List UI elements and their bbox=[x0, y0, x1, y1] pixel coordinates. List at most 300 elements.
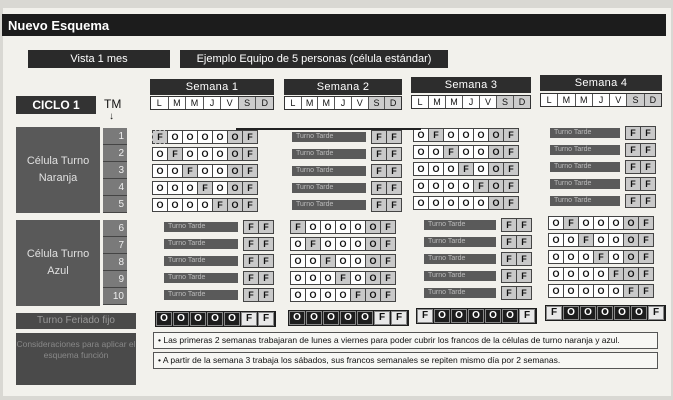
shift-cell: F bbox=[473, 179, 489, 193]
shift-cell: O bbox=[473, 196, 489, 210]
shift-cell: F bbox=[243, 288, 259, 302]
day-m: M bbox=[186, 97, 204, 109]
shift-cell: O bbox=[548, 267, 564, 281]
shift-cell: O bbox=[563, 250, 579, 264]
weekend-off-cells bbox=[243, 288, 273, 302]
shift-cell: O bbox=[563, 284, 579, 298]
view-label: Vista 1 mes bbox=[28, 50, 170, 68]
shift-cell: O bbox=[305, 271, 321, 285]
azul-numbers bbox=[103, 220, 127, 305]
shift-cell: O bbox=[212, 147, 228, 161]
weekend-off-cells bbox=[371, 130, 401, 144]
shift-cell: O bbox=[152, 198, 168, 212]
azul-w2-row bbox=[290, 254, 395, 268]
shift-cell: F bbox=[197, 181, 213, 195]
feriado-cell: O bbox=[451, 309, 467, 323]
row-number: 8 bbox=[103, 254, 127, 271]
turno-tarde-bar: Turno Tarde bbox=[292, 183, 366, 193]
week-connector-line bbox=[236, 128, 421, 130]
weekend-off-cells bbox=[243, 237, 273, 251]
week-3-header: Semana 3 bbox=[411, 77, 531, 93]
shift-cell: O bbox=[197, 130, 213, 144]
shift-cell: O bbox=[608, 250, 624, 264]
weekend-off-cells bbox=[625, 160, 655, 174]
azul-w4-row bbox=[548, 267, 653, 281]
week-1-header: Semana 1 bbox=[150, 79, 274, 95]
note-1: • Las primeras 2 semanas trabajaran de lunes a viernes para poder cubrir los francos de la células de turno naranja y azul. bbox=[153, 332, 658, 349]
row-number: 2 bbox=[103, 145, 127, 162]
shift-cell: O bbox=[548, 216, 564, 230]
shift-cell: O bbox=[608, 233, 624, 247]
day-m: M bbox=[446, 96, 463, 108]
weekend-off-cells bbox=[625, 177, 655, 191]
turno-tarde-bar: Turno Tarde bbox=[164, 273, 238, 283]
naranja-w1-row bbox=[152, 198, 257, 212]
shift-cell: O bbox=[365, 271, 381, 285]
shift-cell: F bbox=[258, 254, 274, 268]
shift-cell: O bbox=[443, 179, 459, 193]
shift-cell: F bbox=[243, 220, 259, 234]
shift-cell: O bbox=[488, 145, 504, 159]
shift-cell: O bbox=[458, 179, 474, 193]
shift-cell: O bbox=[320, 271, 336, 285]
shift-cell: F bbox=[640, 126, 656, 140]
shift-cell: O bbox=[623, 267, 639, 281]
shift-cell: O bbox=[608, 284, 624, 298]
weekend-off-cells bbox=[625, 194, 655, 208]
weekend-off-cells bbox=[501, 218, 531, 232]
day-j: J bbox=[463, 96, 480, 108]
shift-cell: F bbox=[640, 143, 656, 157]
azul-w4-row bbox=[548, 284, 653, 298]
shift-cell: F bbox=[638, 233, 654, 247]
day-m: M bbox=[558, 94, 575, 106]
shift-cell: F bbox=[152, 130, 168, 144]
shift-cell: O bbox=[305, 288, 321, 302]
shift-cell: F bbox=[371, 164, 387, 178]
turno-tarde-bar: Turno Tarde bbox=[550, 145, 620, 155]
shift-cell: F bbox=[371, 181, 387, 195]
turno-tarde-bar: Turno Tarde bbox=[164, 222, 238, 232]
shift-cell: O bbox=[623, 250, 639, 264]
note-2: • A partir de la semana 3 trabaja los sábados, sus francos semanales se repiten mismo día por 2 semanas. bbox=[153, 352, 658, 369]
row-number: 10 bbox=[103, 288, 127, 305]
shift-cell: O bbox=[413, 196, 429, 210]
shift-cell: O bbox=[365, 254, 381, 268]
turno-tarde-bar: Turno Tarde bbox=[292, 149, 366, 159]
shift-cell: O bbox=[593, 216, 609, 230]
weekend-off-cells bbox=[501, 235, 531, 249]
shift-cell: F bbox=[386, 181, 402, 195]
shift-cell: O bbox=[428, 196, 444, 210]
shift-cell: F bbox=[243, 237, 259, 251]
turno-tarde-bar: Turno Tarde bbox=[424, 288, 496, 298]
shift-cell: O bbox=[182, 181, 198, 195]
shift-cell: F bbox=[608, 267, 624, 281]
weekend-off-cells bbox=[501, 286, 531, 300]
row-number: 9 bbox=[103, 271, 127, 288]
shift-cell: O bbox=[488, 128, 504, 142]
feriado-cell: O bbox=[357, 311, 373, 325]
shift-cell: F bbox=[640, 177, 656, 191]
turno-tarde-bar: Turno Tarde bbox=[550, 128, 620, 138]
shift-cell: F bbox=[242, 181, 258, 195]
naranja-w1-row bbox=[152, 181, 257, 195]
naranja-w1-row bbox=[152, 164, 257, 178]
shift-cell: O bbox=[335, 254, 351, 268]
shift-cell: O bbox=[197, 198, 213, 212]
naranja-numbers bbox=[103, 128, 127, 213]
azul-w2-row bbox=[290, 220, 395, 234]
shift-cell: F bbox=[625, 177, 641, 191]
shift-cell: O bbox=[197, 147, 213, 161]
feriado-cell: O bbox=[485, 309, 501, 323]
shift-cell: O bbox=[152, 147, 168, 161]
row-number: 3 bbox=[103, 162, 127, 179]
shift-cell: O bbox=[290, 254, 306, 268]
row-number: 7 bbox=[103, 237, 127, 254]
shift-cell: F bbox=[638, 250, 654, 264]
shift-cell: F bbox=[242, 198, 258, 212]
turno-tarde-bar: Turno Tarde bbox=[292, 132, 366, 142]
tm-label: TM bbox=[104, 97, 122, 111]
feriado-cell: O bbox=[207, 312, 223, 326]
feriado-row bbox=[155, 311, 276, 327]
feriado-cell: F bbox=[417, 309, 433, 323]
weekend-off-cells bbox=[371, 164, 401, 178]
feriado-cell: F bbox=[519, 309, 535, 323]
shift-cell: F bbox=[243, 254, 259, 268]
shift-cell: O bbox=[593, 267, 609, 281]
day-s: S bbox=[369, 97, 386, 109]
naranja-w1-row bbox=[152, 130, 257, 144]
shift-cell: O bbox=[578, 284, 594, 298]
shift-cell: O bbox=[458, 145, 474, 159]
shift-cell: F bbox=[242, 130, 258, 144]
naranja-w3-row bbox=[413, 128, 518, 142]
weekend-off-cells bbox=[371, 147, 401, 161]
shift-cell: O bbox=[290, 237, 306, 251]
shift-cell: O bbox=[578, 250, 594, 264]
shift-cell: F bbox=[212, 198, 228, 212]
turno-tarde-bar: Turno Tarde bbox=[424, 220, 496, 230]
considerations-label: Consideraciones para aplicar el esquema función bbox=[16, 333, 136, 385]
shift-cell: O bbox=[473, 162, 489, 176]
shift-cell: O bbox=[152, 181, 168, 195]
shift-cell: O bbox=[182, 130, 198, 144]
shift-cell: O bbox=[428, 162, 444, 176]
shift-cell: F bbox=[516, 286, 532, 300]
shift-cell: F bbox=[443, 145, 459, 159]
shift-cell: F bbox=[516, 269, 532, 283]
shift-cell: F bbox=[625, 194, 641, 208]
shift-cell: F bbox=[242, 164, 258, 178]
turno-tarde-bar: Turno Tarde bbox=[550, 179, 620, 189]
shift-cell: O bbox=[227, 164, 243, 178]
feriado-cell: O bbox=[190, 312, 206, 326]
turno-tarde-bar: Turno Tarde bbox=[292, 200, 366, 210]
shift-cell: F bbox=[335, 271, 351, 285]
shift-cell: F bbox=[258, 288, 274, 302]
shift-cell: F bbox=[380, 288, 396, 302]
feriado-cell: O bbox=[597, 306, 613, 320]
shift-cell: O bbox=[305, 254, 321, 268]
shift-cell: O bbox=[320, 220, 336, 234]
day-s: S bbox=[497, 96, 514, 108]
feriado-label: Turno Feriado fijo bbox=[16, 313, 136, 329]
shift-cell: F bbox=[458, 162, 474, 176]
naranja-w3-row bbox=[413, 145, 518, 159]
shift-cell: F bbox=[625, 143, 641, 157]
day-d: D bbox=[514, 96, 530, 108]
shift-cell: F bbox=[258, 220, 274, 234]
feriado-cell: O bbox=[156, 312, 172, 326]
shift-cell: F bbox=[371, 198, 387, 212]
shift-cell: F bbox=[625, 160, 641, 174]
shift-cell: F bbox=[242, 147, 258, 161]
page-title: Nuevo Esquema bbox=[2, 14, 666, 36]
feriado-cell: O bbox=[306, 311, 322, 325]
shift-cell: F bbox=[320, 254, 336, 268]
down-arrow-icon: ↓ bbox=[109, 111, 114, 122]
weekend-off-cells bbox=[371, 198, 401, 212]
naranja-w3-row bbox=[413, 162, 518, 176]
shift-cell: F bbox=[638, 284, 654, 298]
turno-tarde-bar: Turno Tarde bbox=[424, 237, 496, 247]
day-d: D bbox=[645, 94, 661, 106]
shift-cell: F bbox=[516, 235, 532, 249]
day-d: D bbox=[256, 97, 273, 109]
week-1-days bbox=[150, 96, 274, 110]
day-m: M bbox=[429, 96, 446, 108]
shift-cell: F bbox=[638, 216, 654, 230]
day-l: L bbox=[151, 97, 169, 109]
shift-cell: F bbox=[501, 269, 517, 283]
day-j: J bbox=[335, 97, 352, 109]
shift-cell: O bbox=[227, 181, 243, 195]
shift-cell: O bbox=[167, 164, 183, 178]
shift-cell: O bbox=[608, 216, 624, 230]
shift-cell: O bbox=[335, 237, 351, 251]
shift-cell: O bbox=[335, 220, 351, 234]
shift-cell: F bbox=[503, 179, 519, 193]
day-v: V bbox=[610, 94, 627, 106]
naranja-w3-row bbox=[413, 179, 518, 193]
shift-cell: O bbox=[182, 198, 198, 212]
turno-tarde-bar: Turno Tarde bbox=[164, 290, 238, 300]
shift-cell: F bbox=[386, 198, 402, 212]
shift-cell: F bbox=[167, 147, 183, 161]
shift-cell: F bbox=[640, 160, 656, 174]
shift-cell: F bbox=[503, 128, 519, 142]
shift-cell: O bbox=[623, 216, 639, 230]
weekend-off-cells bbox=[501, 269, 531, 283]
day-d: D bbox=[385, 97, 401, 109]
shift-cell: F bbox=[290, 220, 306, 234]
shift-cell: F bbox=[501, 252, 517, 266]
note-2-text: A partir de la semana 3 trabaja los sábados, sus francos semanales se repiten mismo día por 2 semanas. bbox=[162, 355, 561, 365]
group-azul-label: Célula Turno Azul bbox=[16, 220, 100, 306]
shift-cell: O bbox=[488, 196, 504, 210]
feriado-row bbox=[416, 308, 537, 324]
day-v: V bbox=[221, 97, 239, 109]
azul-w2-row bbox=[290, 237, 395, 251]
shift-cell: O bbox=[227, 147, 243, 161]
azul-w2-row bbox=[290, 271, 395, 285]
shift-cell: O bbox=[413, 145, 429, 159]
feriado-cell: O bbox=[631, 306, 647, 320]
day-l: L bbox=[412, 96, 429, 108]
shift-cell: F bbox=[386, 147, 402, 161]
shift-cell: O bbox=[350, 237, 366, 251]
feriado-cell: F bbox=[258, 312, 274, 326]
day-v: V bbox=[480, 96, 497, 108]
shift-cell: F bbox=[258, 237, 274, 251]
shift-cell: F bbox=[625, 126, 641, 140]
day-j: J bbox=[593, 94, 610, 106]
week-2-days bbox=[284, 96, 402, 110]
shift-cell: F bbox=[305, 237, 321, 251]
shift-cell: O bbox=[350, 254, 366, 268]
shift-cell: O bbox=[212, 164, 228, 178]
shift-cell: F bbox=[428, 128, 444, 142]
day-m: M bbox=[318, 97, 335, 109]
feriado-cell: O bbox=[614, 306, 630, 320]
week-2-header: Semana 2 bbox=[284, 79, 402, 95]
turno-tarde-bar: Turno Tarde bbox=[164, 239, 238, 249]
shift-cell: F bbox=[623, 284, 639, 298]
shift-cell: O bbox=[578, 216, 594, 230]
turno-tarde-bar: Turno Tarde bbox=[550, 162, 620, 172]
turno-tarde-bar: Turno Tarde bbox=[292, 166, 366, 176]
shift-cell: F bbox=[501, 218, 517, 232]
shift-cell: F bbox=[380, 220, 396, 234]
shift-cell: F bbox=[578, 233, 594, 247]
azul-w4-row bbox=[548, 250, 653, 264]
shift-cell: F bbox=[182, 164, 198, 178]
shift-cell: O bbox=[350, 220, 366, 234]
shift-cell: O bbox=[365, 220, 381, 234]
shift-cell: O bbox=[443, 162, 459, 176]
weekend-off-cells bbox=[625, 126, 655, 140]
day-v: V bbox=[352, 97, 369, 109]
shift-cell: O bbox=[212, 181, 228, 195]
feriado-cell: O bbox=[289, 311, 305, 325]
azul-w4-row bbox=[548, 233, 653, 247]
day-s: S bbox=[239, 97, 257, 109]
shift-cell: O bbox=[593, 284, 609, 298]
day-s: S bbox=[627, 94, 644, 106]
shift-cell: F bbox=[501, 286, 517, 300]
shift-cell: O bbox=[428, 179, 444, 193]
shift-cell: O bbox=[197, 164, 213, 178]
naranja-w1-row bbox=[152, 147, 257, 161]
weekend-off-cells bbox=[501, 252, 531, 266]
shift-cell: F bbox=[380, 254, 396, 268]
shift-cell: F bbox=[516, 252, 532, 266]
shift-cell: O bbox=[488, 162, 504, 176]
row-number: 4 bbox=[103, 179, 127, 196]
shift-cell: O bbox=[167, 198, 183, 212]
day-m: M bbox=[169, 97, 187, 109]
feriado-cell: O bbox=[173, 312, 189, 326]
feriado-cell: O bbox=[468, 309, 484, 323]
feriado-cell: O bbox=[323, 311, 339, 325]
shift-cell: O bbox=[413, 179, 429, 193]
shift-cell: O bbox=[167, 181, 183, 195]
feriado-cell: F bbox=[374, 311, 390, 325]
shift-cell: O bbox=[443, 128, 459, 142]
feriado-cell: F bbox=[391, 311, 407, 325]
day-l: L bbox=[285, 97, 302, 109]
feriado-cell: O bbox=[580, 306, 596, 320]
shift-cell: O bbox=[335, 288, 351, 302]
shift-cell: O bbox=[413, 128, 429, 142]
shift-cell: O bbox=[548, 233, 564, 247]
shift-cell: O bbox=[548, 284, 564, 298]
shift-cell: F bbox=[371, 147, 387, 161]
feriado-cell: O bbox=[340, 311, 356, 325]
turno-tarde-bar: Turno Tarde bbox=[424, 271, 496, 281]
day-j: J bbox=[204, 97, 222, 109]
day-l: L bbox=[541, 94, 558, 106]
shift-cell: O bbox=[443, 196, 459, 210]
shift-cell: O bbox=[365, 237, 381, 251]
row-number: 1 bbox=[103, 128, 127, 145]
cycle-label: CICLO 1 bbox=[16, 96, 96, 114]
shift-cell: F bbox=[380, 271, 396, 285]
shift-cell: F bbox=[640, 194, 656, 208]
shift-cell: F bbox=[593, 250, 609, 264]
note-1-text: Las primeras 2 semanas trabajaran de lunes a viernes para poder cubrir los francos de la células de turno naranja y azul. bbox=[163, 335, 620, 345]
week-4-days bbox=[540, 93, 662, 107]
shift-cell: F bbox=[563, 216, 579, 230]
shift-cell: O bbox=[578, 267, 594, 281]
shift-cell: O bbox=[365, 288, 381, 302]
shift-cell: O bbox=[473, 145, 489, 159]
shift-cell: O bbox=[320, 237, 336, 251]
week-3-days bbox=[411, 95, 531, 109]
feriado-cell: O bbox=[502, 309, 518, 323]
azul-w2-row bbox=[290, 288, 395, 302]
weekend-off-cells bbox=[243, 254, 273, 268]
shift-cell: F bbox=[371, 130, 387, 144]
shift-cell: O bbox=[290, 288, 306, 302]
azul-w4-row bbox=[548, 216, 653, 230]
shift-cell: O bbox=[227, 198, 243, 212]
shift-cell: O bbox=[227, 130, 243, 144]
shift-cell: O bbox=[290, 271, 306, 285]
day-m: M bbox=[576, 94, 593, 106]
feriado-cell: O bbox=[563, 306, 579, 320]
shift-cell: F bbox=[501, 235, 517, 249]
turno-tarde-bar: Turno Tarde bbox=[424, 254, 496, 264]
week-4-header: Semana 4 bbox=[540, 75, 662, 91]
naranja-w3-row bbox=[413, 196, 518, 210]
shift-cell: O bbox=[428, 145, 444, 159]
shift-cell: F bbox=[350, 288, 366, 302]
shift-cell: F bbox=[380, 237, 396, 251]
shift-cell: F bbox=[516, 218, 532, 232]
weekend-off-cells bbox=[371, 181, 401, 195]
row-number: 5 bbox=[103, 196, 127, 213]
shift-cell: O bbox=[458, 128, 474, 142]
feriado-cell: F bbox=[546, 306, 562, 320]
shift-cell: F bbox=[386, 164, 402, 178]
shift-cell: F bbox=[503, 145, 519, 159]
shift-cell: O bbox=[548, 250, 564, 264]
shift-cell: F bbox=[503, 162, 519, 176]
